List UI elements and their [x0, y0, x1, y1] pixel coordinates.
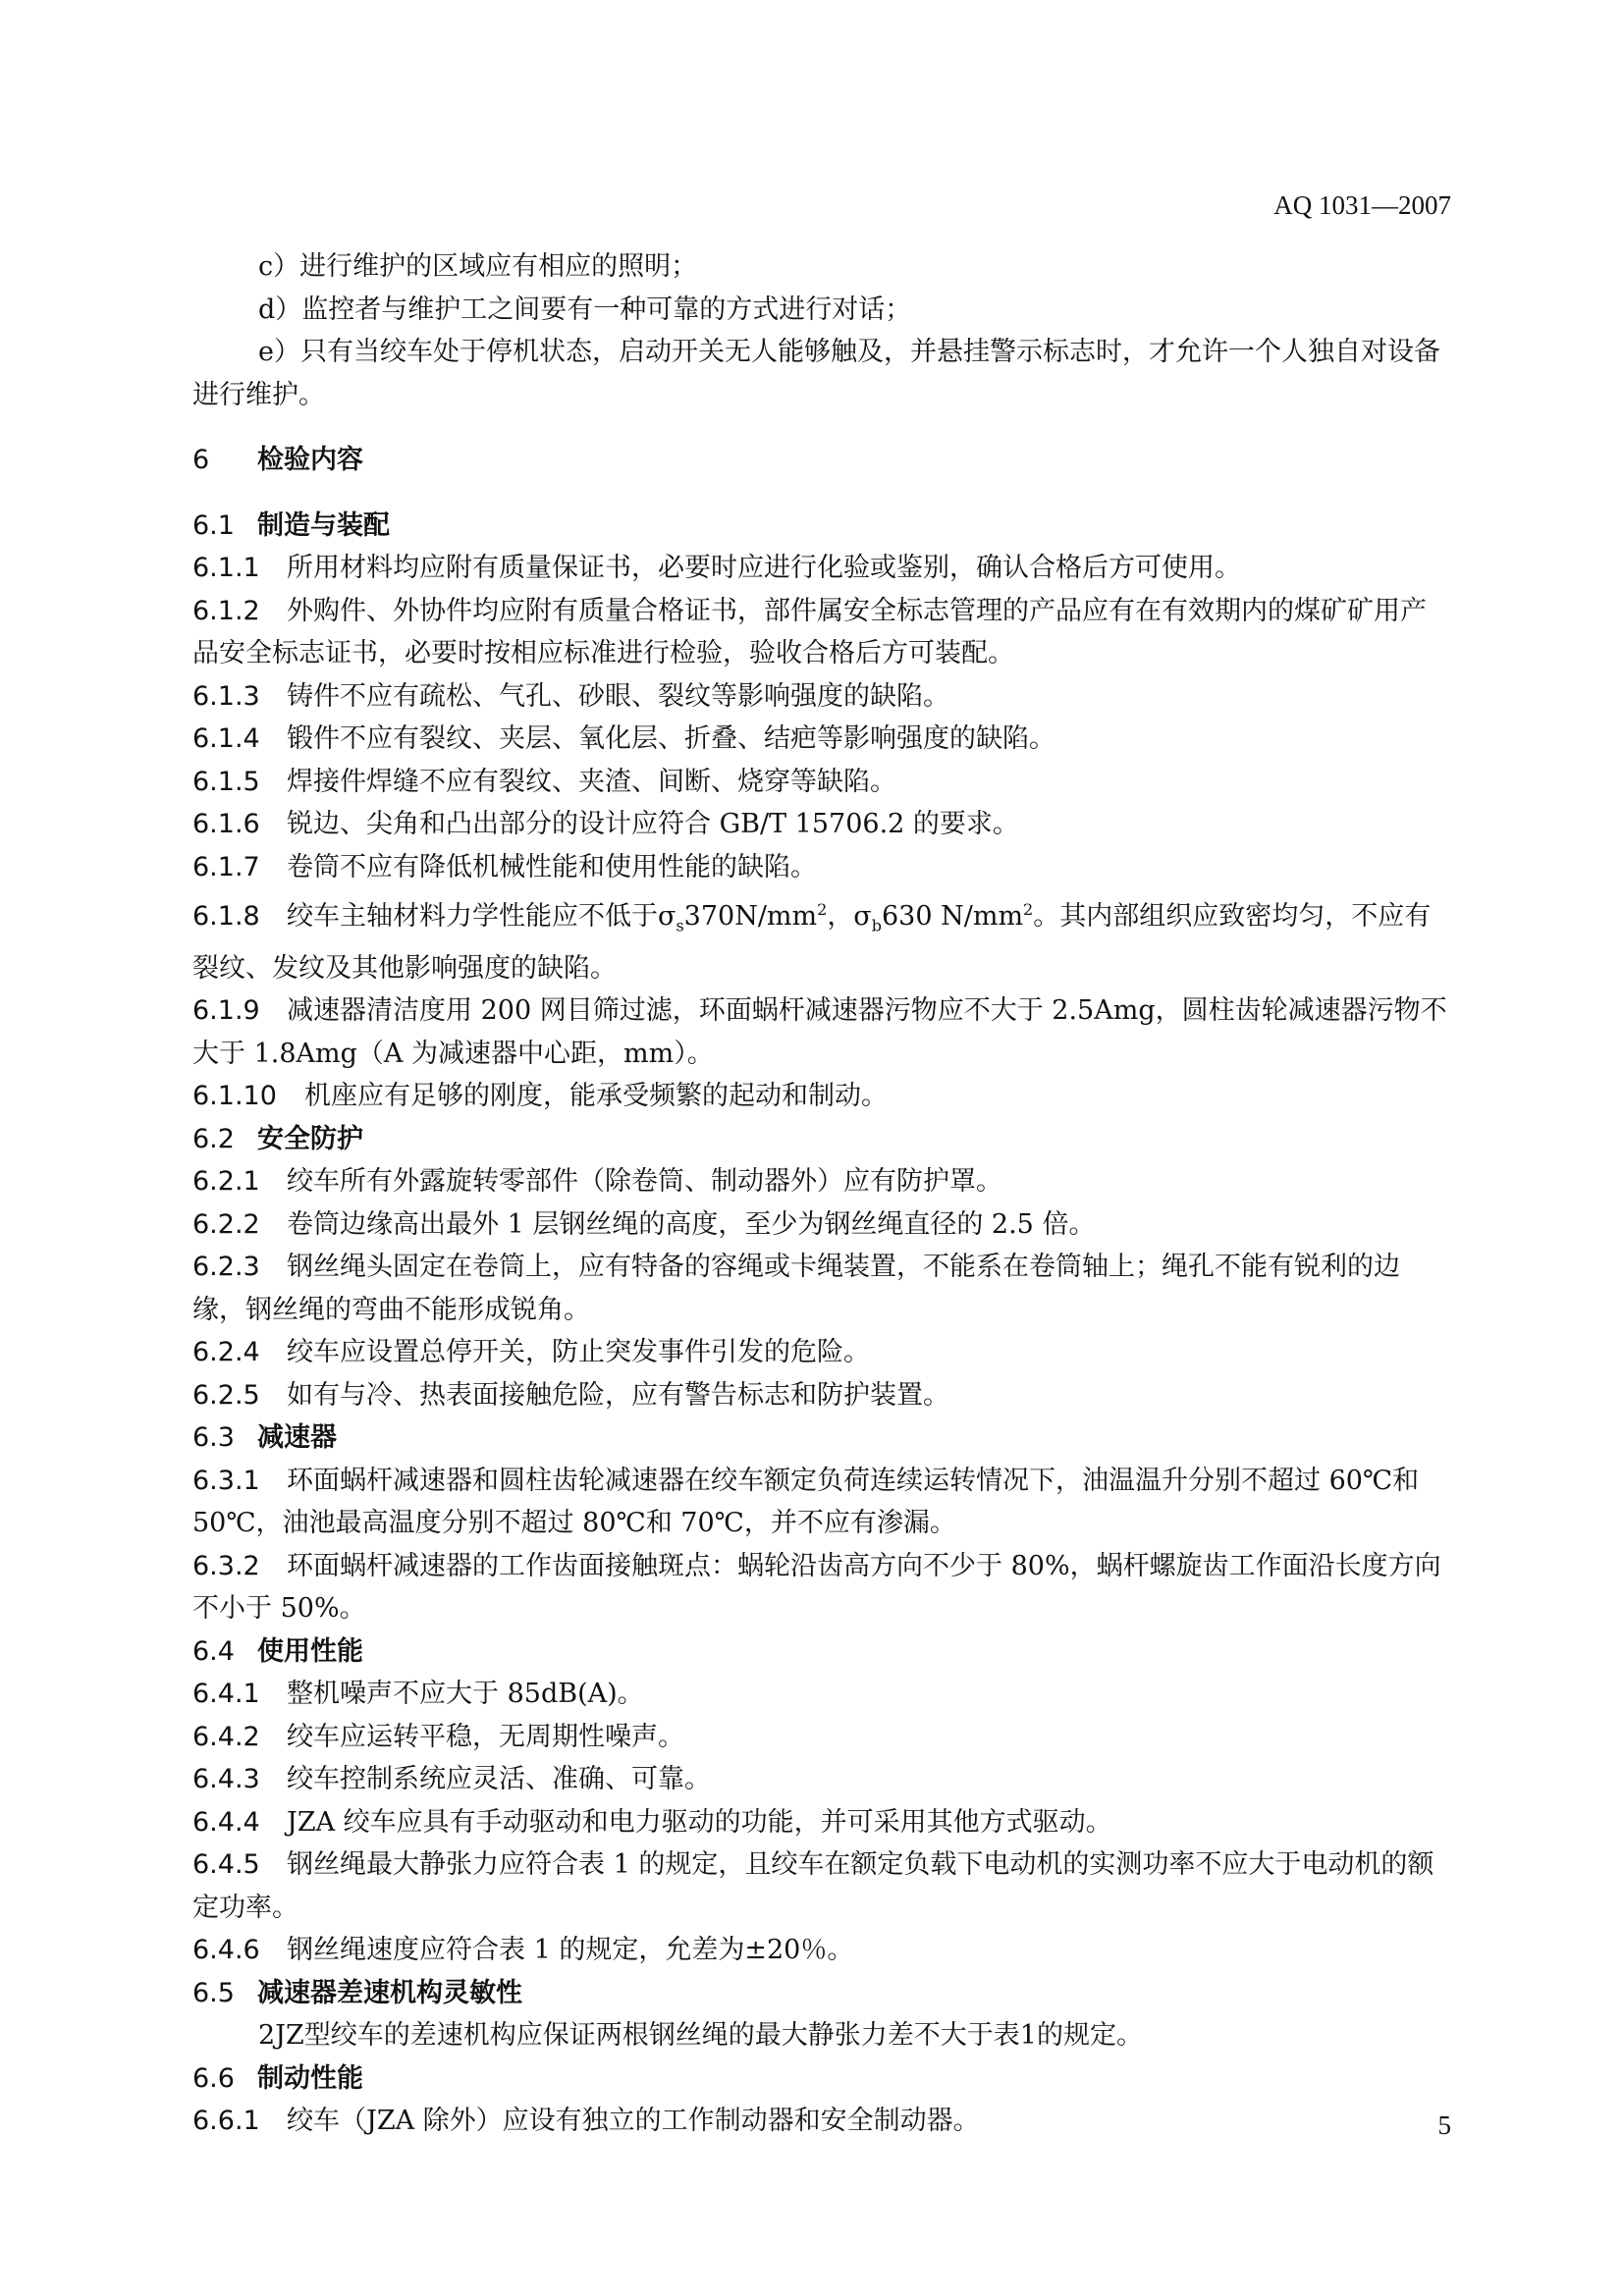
clause-6-1-2	[192, 590, 1451, 675]
chapter-number: 6	[192, 445, 210, 475]
clause-text: 卷筒边缘高出最外 1 层钢丝绳的高度，至少为钢丝绳直径的 2.5 倍。	[287, 1208, 1096, 1240]
clause-text: 钢丝绳速度应符合表 1 的规定，允差为±20％。	[287, 1935, 854, 1966]
clause-number: 6.3.2	[192, 1550, 260, 1581]
clause-text-part: 370N/mm	[683, 901, 818, 932]
item-c: c）进行维护的区域应有相应的照明；	[258, 251, 698, 282]
clause-text: 绞车控制系统应灵活、准确、可靠。	[287, 1764, 711, 1795]
clause-text-part: 绞车主轴材料力学性能应不低于σ	[287, 901, 676, 932]
clause-6-1-8	[192, 888, 1451, 989]
clause-6-4-3	[192, 1758, 1451, 1801]
section-title: 减速器	[257, 1422, 337, 1454]
clause-6-4-5	[192, 1843, 1451, 1929]
clause-6-4-6	[192, 1929, 1451, 1972]
clause-number: 6.2.2	[192, 1208, 260, 1240]
sigma-b-subscript: b	[871, 916, 882, 935]
section-number: 6.5	[192, 1977, 235, 2008]
clause-text: 所用材料均应附有质量保证书，必要时应进行化验或鉴别，确认合格后方可使用。	[287, 553, 1241, 583]
section-title: 使用性能	[257, 1635, 363, 1667]
clause-number: 6.4.3	[192, 1764, 260, 1795]
clause-number: 6.1.2	[192, 595, 260, 626]
section-number: 6.2	[192, 1123, 235, 1154]
clause-number: 6.4.2	[192, 1721, 260, 1752]
clause-text: 焊接件焊缝不应有裂纹、夹渣、间断、烧穿等缺陷。	[287, 766, 896, 797]
unit-superscript: 2	[1023, 900, 1034, 919]
section-title: 减速器差速机构灵敏性	[257, 1977, 522, 2008]
clause-6-2-3	[192, 1246, 1451, 1331]
section-6-5-heading	[192, 1972, 1451, 2015]
doc-code: AQ 1031—2007	[1273, 190, 1451, 220]
clause-text: 铸件不应有疏松、气孔、砂眼、裂纹等影响强度的缺陷。	[287, 680, 949, 712]
clause-number: 6.2.3	[192, 1252, 260, 1283]
clause-text: 外购件、外协件均应附有质量合格证书，部件属安全标志管理的产品应有在有效期内的煤矿矿用产品安全标志证书，必要时按相应标准进行检验，验收合格后方可装配。	[192, 595, 1427, 668]
clause-6-1-6	[192, 803, 1451, 846]
clause-text: 机座应有足够的刚度，能承受频繁的起动和制动。	[304, 1081, 888, 1112]
clause-6-2-1	[192, 1160, 1451, 1203]
clause-text: JZA 绞车应具有手动驱动和电力驱动的功能，并可采用其他方式驱动。	[287, 1806, 1112, 1838]
page-number: 5	[1437, 2110, 1451, 2140]
unit-superscript: 2	[817, 900, 828, 919]
clause-text: 钢丝绳头固定在卷筒上，应有特备的容绳或卡绳装置，不能系在卷筒轴上；绳孔不能有锐利的边缘，钢丝绳的弯曲不能形成锐角。	[192, 1252, 1400, 1325]
clause-number: 6.2.1	[192, 1166, 260, 1198]
clause-text: 锐边、尖角和凸出部分的设计应符合 GB/T 15706.2 的要求。	[287, 809, 1019, 839]
item-d: d）监控者与维护工之间要有一种可靠的方式进行对话；	[258, 294, 912, 325]
section-6-2-heading	[192, 1118, 1451, 1161]
clause-6-1-7	[192, 846, 1451, 889]
clause-6-4-2	[192, 1716, 1451, 1759]
clause-text: 环面蜗杆减速器和圆柱齿轮减速器在绞车额定负荷连续运转情况下，油温温升分别不超过 60℃和 50℃，油池最高温度分别不超过 80℃和 70℃，并不应有渗漏。	[192, 1465, 1420, 1539]
section-title: 制动性能	[257, 2062, 363, 2094]
clause-6-1-10	[192, 1075, 1451, 1118]
clause-text: 绞车（JZA 除外）应设有独立的工作制动器和安全制动器。	[287, 2106, 980, 2137]
clause-number: 6.1.8	[192, 901, 260, 932]
clause-number: 6.1.7	[192, 851, 260, 882]
section-title: 安全防护	[257, 1123, 363, 1154]
clause-6-1-4	[192, 718, 1451, 761]
clause-text-part: 630 N/mm	[882, 901, 1024, 932]
clause-6-2-4	[192, 1331, 1451, 1374]
clause-number: 6.2.5	[192, 1379, 260, 1411]
section-6-3-heading	[192, 1416, 1451, 1460]
clause-number: 6.4.1	[192, 1679, 260, 1710]
clause-text: 绞车所有外露旋转零部件（除卷筒、制动器外）应有防护罩。	[287, 1166, 1002, 1198]
clause-number: 6.4.6	[192, 1935, 260, 1966]
clause-text: 如有与冷、热表面接触危险，应有警告标志和防护装置。	[287, 1379, 949, 1411]
clause-6-1-1	[192, 547, 1451, 590]
clause-6-3-2	[192, 1545, 1451, 1630]
clause-6-3-1	[192, 1460, 1451, 1545]
clause-number: 6.1.4	[192, 723, 260, 754]
clause-6-2-5	[192, 1374, 1451, 1417]
clause-6-1-9	[192, 989, 1451, 1075]
section-number: 6.4	[192, 1635, 235, 1667]
clause-number: 6.4.4	[192, 1806, 260, 1838]
chapter-title: 检验内容	[257, 445, 363, 475]
paragraph-6-5: 2JZ型绞车的差速机构应保证两根钢丝绳的最大静张力差不大于表1的规定。	[258, 2020, 1143, 2052]
section-title: 制造与装配	[257, 509, 390, 541]
clause-number: 6.2.4	[192, 1337, 260, 1368]
clause-6-4-4	[192, 1801, 1451, 1844]
clause-text: 钢丝绳最大静张力应符合表 1 的规定，且绞车在额定负载下电动机的实测功率不应大于电动机的额定功率。	[192, 1849, 1434, 1923]
clause-number: 6.1.5	[192, 766, 260, 797]
section-number: 6.6	[192, 2062, 235, 2094]
clause-number: 6.3.1	[192, 1465, 260, 1496]
clause-number: 6.4.5	[192, 1849, 260, 1881]
clause-number: 6.1.3	[192, 680, 260, 712]
clause-number: 6.1.1	[192, 553, 260, 583]
clause-text-part: ，σ	[827, 901, 872, 932]
clause-6-1-5	[192, 761, 1451, 804]
sigma-s-subscript: s	[676, 916, 684, 935]
clause-text: 卷筒不应有降低机械性能和使用性能的缺陷。	[287, 851, 817, 882]
clause-6-4-1	[192, 1673, 1451, 1716]
section-6-1-heading	[192, 505, 1451, 548]
section-number: 6.3	[192, 1422, 235, 1454]
clause-text: 减速器清洁度用 200 网目筛过滤，环面蜗杆减速器污物应不大于 2.5Amg，圆柱齿轮减速器污物不大于 1.8Amg（A 为减速器中心距，mm）。	[192, 995, 1447, 1069]
clause-text: 锻件不应有裂纹、夹层、氧化层、折叠、结疤等影响强度的缺陷。	[287, 723, 1055, 754]
section-6-6-heading	[192, 2057, 1451, 2101]
clause-6-2-2	[192, 1203, 1451, 1247]
clause-text: 环面蜗杆减速器的工作齿面接触斑点：蜗轮沿齿高方向不少于 80%，蜗杆螺旋齿工作面沿长度方向不小于 50%。	[192, 1550, 1441, 1625]
clause-number: 6.1.10	[192, 1081, 277, 1112]
clause-text-part: 。其内部组织应致密均匀，不应有裂纹、发纹及其他影响强度的缺陷。	[192, 901, 1432, 984]
page-body	[192, 245, 1451, 2143]
section-6-4-heading	[192, 1630, 1451, 1674]
clause-text: 绞车应运转平稳，无周期性噪声。	[287, 1721, 684, 1752]
clause-number: 6.6.1	[192, 2106, 260, 2137]
section-number: 6.1	[192, 509, 235, 541]
chapter-6-heading	[192, 439, 1451, 482]
item-e: e）只有当绞车处于停机状态，启动开关无人能够触及，并悬挂警示标志时，才允许一个人独自对设备进行维护。	[192, 337, 1440, 410]
clause-number: 6.1.9	[192, 995, 260, 1027]
clause-6-6-1	[192, 2100, 1451, 2143]
clause-number: 6.1.6	[192, 809, 260, 839]
clause-text: 绞车应设置总停开关，防止突发事件引发的危险。	[287, 1337, 870, 1368]
clause-text: 整机噪声不应大于 85dB(A)。	[287, 1679, 644, 1710]
clause-6-1-3	[192, 675, 1451, 719]
